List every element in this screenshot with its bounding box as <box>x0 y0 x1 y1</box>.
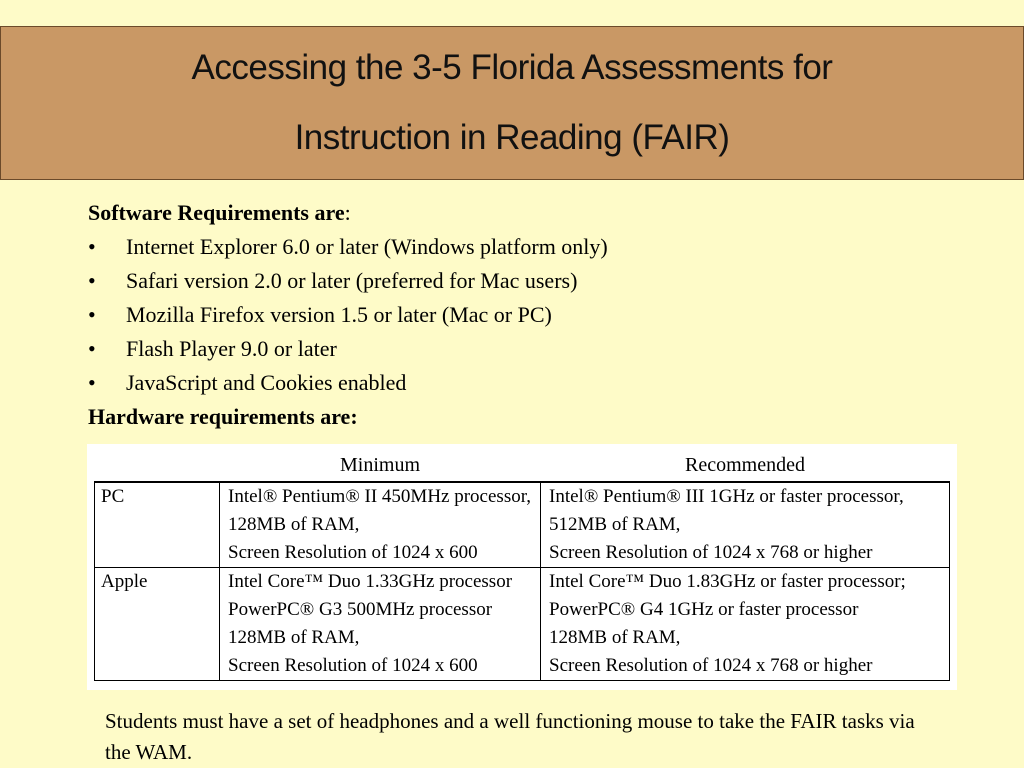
cell-line: PowerPC® G3 500MHz processor <box>228 599 493 620</box>
column-header-recommended: Recommended <box>541 449 950 482</box>
platform-cell: PC <box>95 482 220 568</box>
software-heading-colon: : <box>344 200 351 225</box>
list-item-text: Internet Explorer 6.0 or later (Windows platform only) <box>126 234 608 259</box>
title-banner <box>0 26 1024 180</box>
list-item <box>88 264 988 298</box>
table-row <box>95 568 950 681</box>
cell-line: 128MB of RAM, <box>549 627 681 648</box>
requirements-content <box>88 196 988 434</box>
cell-line: Intel® Pentium® II 450MHz processor, <box>228 486 532 507</box>
list-item-text: Flash Player 9.0 or later <box>126 336 337 361</box>
cell-line: 128MB of RAM, <box>228 514 360 535</box>
list-item <box>88 298 988 332</box>
footer-note: Students must have a set of headphones and a well functioning mouse to take the FAIR tasks via the WAM. <box>105 709 915 764</box>
recommended-cell <box>541 568 950 681</box>
column-header-minimum: Minimum <box>220 449 541 482</box>
slide-title-line-2: Instruction in Reading (FAIR) <box>294 118 730 157</box>
recommended-cell <box>541 482 950 568</box>
cell-line: 512MB of RAM, <box>549 514 681 535</box>
list-item <box>88 332 988 366</box>
cell-line: Intel Core™ Duo 1.83GHz or faster processor; <box>549 571 906 592</box>
table-header-row <box>95 449 950 482</box>
column-header-platform <box>95 449 220 482</box>
table-row <box>95 482 950 568</box>
bullet-icon: • <box>88 370 96 395</box>
cell-line: PowerPC® G4 1GHz or faster processor <box>549 599 859 620</box>
platform-cell: Apple <box>95 568 220 681</box>
slide-title-line-1: Accessing the 3-5 Florida Assessments for <box>191 48 833 87</box>
cell-line: Intel Core™ Duo 1.33GHz processor <box>228 571 513 592</box>
software-list <box>88 230 988 400</box>
list-item-text: Mozilla Firefox version 1.5 or later (Mac or PC) <box>126 302 552 327</box>
bullet-icon: • <box>88 268 96 293</box>
cell-line: 128MB of RAM, <box>228 627 360 648</box>
bullet-icon: • <box>88 234 96 259</box>
cell-line: Screen Resolution of 1024 x 600 <box>228 655 478 676</box>
cell-line: Intel® Pentium® III 1GHz or faster processor, <box>549 486 904 507</box>
software-heading <box>88 196 988 230</box>
software-heading-text: Software Requirements are <box>88 200 345 225</box>
minimum-cell <box>220 568 541 681</box>
cell-line: Screen Resolution of 1024 x 768 or higher <box>549 542 873 563</box>
list-item <box>88 366 988 400</box>
hardware-requirements-table <box>94 449 950 681</box>
cell-line: Screen Resolution of 1024 x 600 <box>228 542 478 563</box>
bullet-icon: • <box>88 302 96 327</box>
hardware-heading: Hardware requirements are: <box>88 404 358 429</box>
list-item-text: Safari version 2.0 or later (preferred for Mac users) <box>126 268 578 293</box>
cell-line: Screen Resolution of 1024 x 768 or higher <box>549 655 873 676</box>
hardware-table <box>87 444 957 690</box>
minimum-cell <box>220 482 541 568</box>
list-item <box>88 230 988 264</box>
list-item-text: JavaScript and Cookies enabled <box>126 370 407 395</box>
bullet-icon: • <box>88 336 96 361</box>
